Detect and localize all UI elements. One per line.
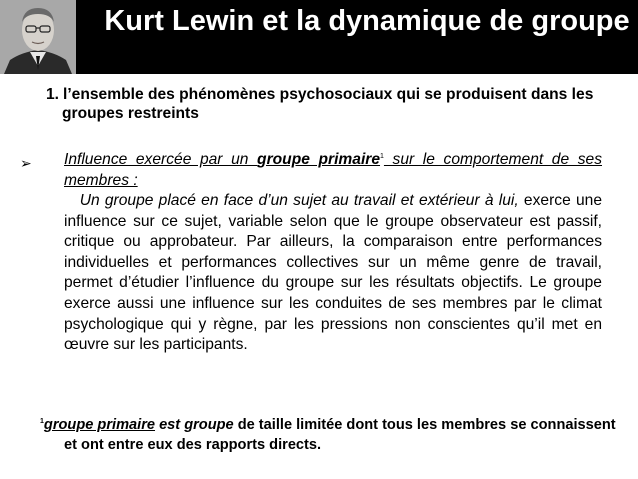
groupe-primaire-term: groupe primaire	[257, 151, 381, 168]
footnote-ref-mark: 1	[380, 152, 384, 160]
footnote	[40, 415, 624, 455]
portrait-photo	[0, 0, 76, 74]
body-paragraph	[64, 191, 602, 356]
footnote-definition: de taille limitée dont tous les membres se connaissent et ont entre eux des rapports directs.	[64, 417, 616, 453]
footnote-term: groupe primaire	[43, 417, 156, 433]
slide-title: Kurt Lewin et la dynamique de groupe	[104, 5, 630, 37]
bullet-lead-text: Influence exercée par un	[64, 151, 258, 168]
footnote-number: 1	[40, 418, 44, 426]
body-first-phrase: Un groupe placé en face d’un sujet au travail et extérieur à lui,	[64, 192, 519, 209]
footnote-definition-lead: est groupe	[155, 417, 234, 433]
title-bar	[0, 0, 638, 74]
bullet-tail-text: sur le comportement de ses membres :	[64, 151, 602, 189]
arrow-bullet-icon: ➢	[20, 155, 32, 171]
point-heading-text: l’ensemble des phénomènes psychosociaux qui se produisent dans les groupes restreints	[62, 86, 594, 122]
point-number: 1.	[46, 86, 60, 103]
body-text: exerce une influence sur ce sujet, variable selon que le groupe observateur est passif, critique ou approbateur. Par ailleurs, la comparaison entre performances individuelles et performances collectives sur un même genre de travail, permet d’étudier l’influence du groupe sur les résultats objectifs. Le groupe exerce aussi une influence sur les conduites de ses membres par le climat psychologique qui y règne, par les pressions non conscientes qu’il met en œuvre sur les participants.	[64, 192, 602, 354]
bullet-paragraph	[64, 150, 602, 191]
portrait-illustration	[0, 0, 76, 74]
point-heading	[46, 85, 622, 123]
